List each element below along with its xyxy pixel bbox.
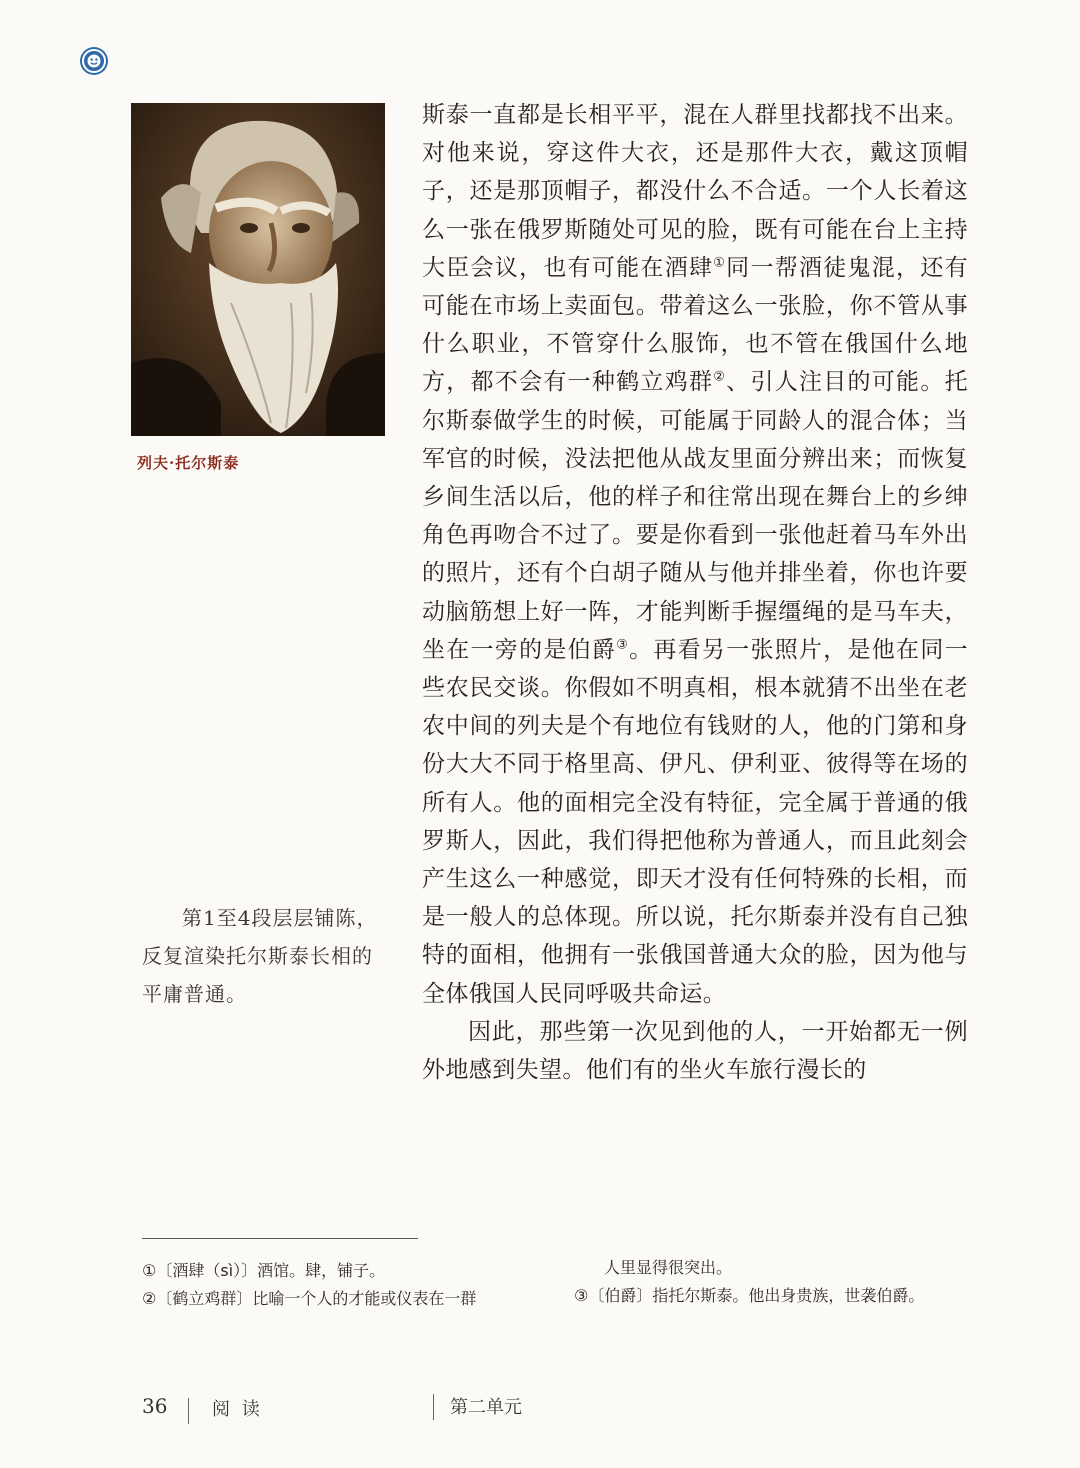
paragraph-2: 因此，那些第一次见到他的人，一开始都无一例外地感到失望。他们有的坐火车旅行漫长的 <box>422 1018 968 1084</box>
smiley-badge-icon <box>82 49 106 73</box>
margin-note: 第1至4段层层铺陈，反复渲染托尔斯泰长相的平庸普通。 <box>142 906 378 1006</box>
footnote-1: ①〔酒肆（sì）〕酒馆。肆，铺子。 <box>142 1261 386 1280</box>
paragraph-1: 斯泰一直都是长相平平，混在人群里找都找不出来。对他来说，穿这件大衣，还是那件大衣，戴这顶帽子，还是那顶帽子，都没什么不合适。一个人长着这么一张在俄罗斯随处可见的脸，既有可能在台上主持大臣会议，也有可能在酒肆①同一帮酒徒鬼混，还有可能在市场上卖面包。带着这么一张脸，你不管从事什么职业，不管穿什么服饰，也不管在俄国什么地方，都不会有一种鹤立鸡群②、引人注目的可能。托尔斯泰做学生的时候，可能属于同龄人的混合体；当军官的时候，没法把他从战友里面分辨出来；而恢复乡间生活以后，他的样子和往常出现在舞台上的乡绅角色再吻合不过了。要是你看到一张他赶着马车外出的照片，还有个白胡子随从与他并排坐着，你也许要动脑筋想上好一阵，才能判断手握缰绳的是马车夫，坐在一旁的是伯爵③。再看另一张照片，是他在同一些农民交谈。你假如不明真相，根本就猜不出坐在老农中间的列夫是个有地位有钱财的人，他的门第和身份大大不同于格里高、伊凡、伊利亚、彼得等在场的所有人。他的面相完全没有特征，完全属于普通的俄罗斯人，因此，我们得把他称为普通人，而且此刻会产生这么一种感觉，即天才没有任何特殊的长相，而是一般人的总体现。所以说，托尔斯泰并没有自己独特的面相，他拥有一张俄国普通大众的脸，因为他与全体俄国人民同呼吸共命运。 <box>422 102 968 1007</box>
tolstoy-portrait <box>131 103 385 436</box>
footnote-ref-3[interactable]: ③ <box>616 637 630 653</box>
page-number: 36 <box>142 1394 168 1418</box>
section-label: 阅 读 <box>212 1399 263 1420</box>
main-text <box>422 96 968 1089</box>
footnote-2-continued: 人里显得很突出。 <box>604 1258 733 1277</box>
footnote-ref-1[interactable]: ① <box>713 255 727 271</box>
folio-divider-2 <box>433 1394 434 1420</box>
footnote-divider <box>142 1238 418 1239</box>
portrait-caption: 列夫·托尔斯泰 <box>137 454 240 472</box>
footnote-2: ②〔鹤立鸡群〕比喻一个人的才能或仪表在一群 <box>142 1289 477 1308</box>
footnote-ref-2[interactable]: ② <box>713 369 727 385</box>
folio-divider <box>188 1398 189 1424</box>
unit-label: 第二单元 <box>450 1397 522 1418</box>
footnote-3: ③〔伯爵〕指托尔斯泰。他出身贵族，世袭伯爵。 <box>574 1286 925 1305</box>
